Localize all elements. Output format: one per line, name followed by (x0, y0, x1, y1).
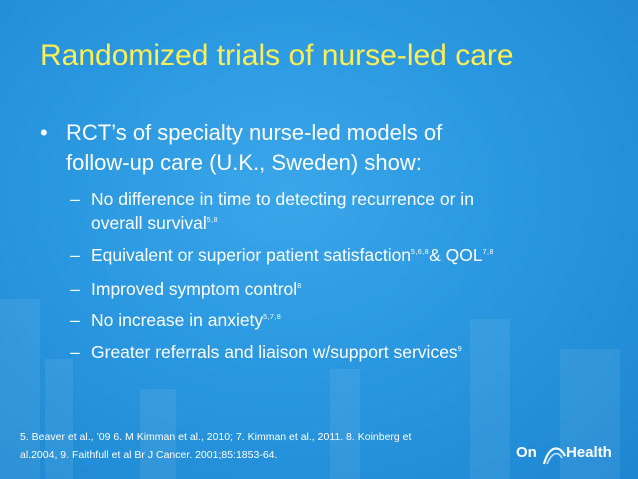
citation-ref: 5,8 (206, 217, 218, 224)
sub-bullet-symbol: – (70, 310, 80, 330)
citation-ref: 8 (297, 283, 302, 290)
sub-bullet-symbol: – (70, 189, 80, 209)
sub-bullet-text: Greater referrals and liaison w/support services (91, 342, 458, 362)
bullet-text: RCT’s of specialty nurse-led models of (66, 120, 443, 145)
sub-bullet-text: & QOL (429, 245, 483, 265)
sub-bullet-symbol: – (70, 279, 80, 299)
footnote-line: al.2004, 9. Faithfull et al Br J Cancer. 2001;85:1853-64. (20, 449, 278, 461)
onhealth-logo-mark-icon (541, 442, 567, 466)
logo-text-on: On (516, 444, 537, 461)
sub-bullet-text: Improved symptom control (91, 279, 298, 299)
logo-text-health: Health (566, 444, 612, 461)
bullet-text: follow-up care (U.K., Sweden) show: (66, 150, 422, 175)
sub-bullet-text: Equivalent or superior patient satisfaction (91, 245, 412, 265)
footnote (20, 428, 490, 464)
citation-ref: 9 (457, 346, 463, 353)
sub-bullet-symbol: – (70, 342, 80, 362)
sub-bullet-text: overall survival (91, 213, 207, 233)
footnote-line: 5. Beaver et al., ’09 6. M Kimman et al., 2010; 7. Kimman et al., 2011. 8. Koinberg et (20, 431, 412, 443)
citation-ref: 5,7,8 (263, 314, 282, 321)
sub-bullet-text: No difference in time to detecting recurrence or in (91, 189, 474, 209)
sub-bullet-text: No increase in anxiety (91, 310, 264, 330)
onhealth-logo (516, 440, 626, 474)
citation-ref: 7,8 (482, 249, 494, 256)
bullet-symbol: • (40, 120, 48, 145)
sub-bullet-symbol: – (70, 245, 80, 265)
citation-ref: 5,6,8 (411, 249, 430, 256)
slide-title: Randomized trials of nurse-led care (40, 39, 514, 72)
